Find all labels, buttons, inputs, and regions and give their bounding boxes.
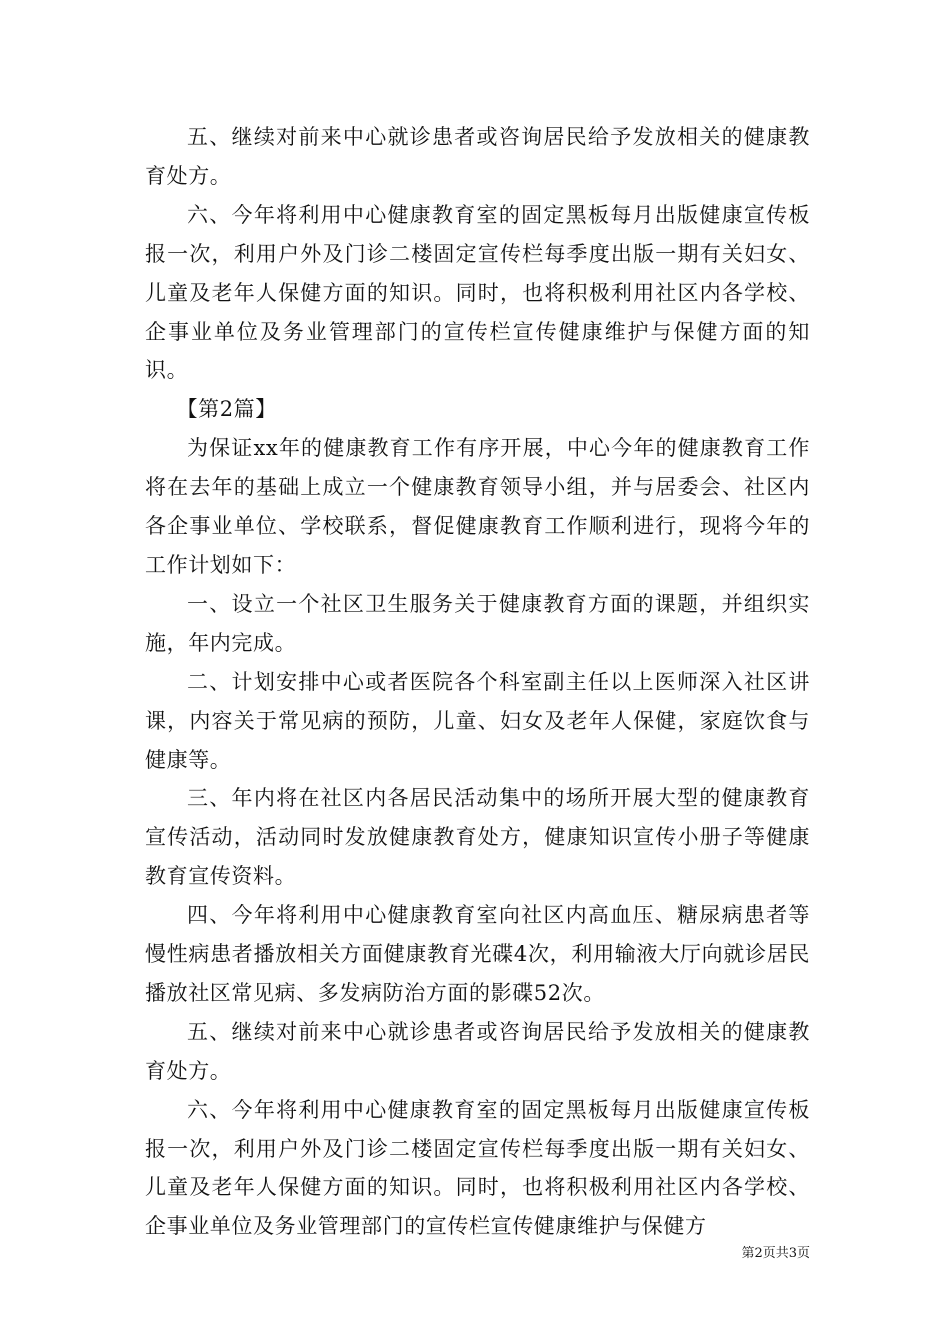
- paragraph-item-two: 二、计划安排中心或者医院各个科室副主任以上医师深入社区讲课，内容关于常见病的预防，儿童、妇女及老年人保健，家庭饮食与健康等。: [145, 669, 810, 772]
- paragraph-intro: 为保证xx年的健康教育工作有序开展，中心今年的健康教育工作将在去年的基础上成立一个健康教育领导小组，并与居委会、社区内各企事业单位、学校联系，督促健康教育工作顺利进行，现将今年的工作计划如下：: [145, 436, 810, 577]
- paragraph-item-five: 五、继续对前来中心就诊患者或咨询居民给予发放相关的健康教育处方。: [145, 125, 810, 188]
- paragraph-item-four: 四、今年将利用中心健康教育室向社区内高血压、糖尿病患者等慢性病患者播放相关方面健康教育光碟4次，利用输液大厅向就诊居民播放社区常见病、多发病防治方面的影碟52次。: [145, 903, 810, 1005]
- document-body: [145, 118, 810, 1246]
- paragraph-item-one: 一、设立一个社区卫生服务关于健康教育方面的课题，并组织实施，年内完成。: [145, 591, 810, 655]
- page-number-footer: 第2页共3页: [741, 1246, 810, 1261]
- paragraph-item-six: 六、今年将利用中心健康教育室的固定黑板每月出版健康宣传板报一次，利用户外及门诊二楼固定宣传栏每季度出版一期有关妇女、儿童及老年人保健方面的知识。同时，也将积极利用社区内各学校、企事业单位及务业管理部门的宣传栏宣传健康维护与保健方面的知识。: [145, 202, 810, 383]
- paragraph-item-five-repeat: 五、继续对前来中心就诊患者或咨询居民给予发放相关的健康教育处方。: [145, 1019, 810, 1083]
- paragraph-item-three: 三、年内将在社区内各居民活动集中的场所开展大型的健康教育宣传活动，活动同时发放健康教育处方，健康知识宣传小册子等健康教育宣传资料。: [145, 786, 810, 889]
- paragraph-item-six-repeat: 六、今年将利用中心健康教育室的固定黑板每月出版健康宣传板报一次，利用户外及门诊二楼固定宣传栏每季度出版一期有关妇女、儿童及老年人保健方面的知识。同时，也将积极利用社区内各学校、企事业单位及务业管理部门的宣传栏宣传健康维护与保健方: [145, 1097, 810, 1239]
- section-heading: 【第2篇】: [176, 397, 277, 422]
